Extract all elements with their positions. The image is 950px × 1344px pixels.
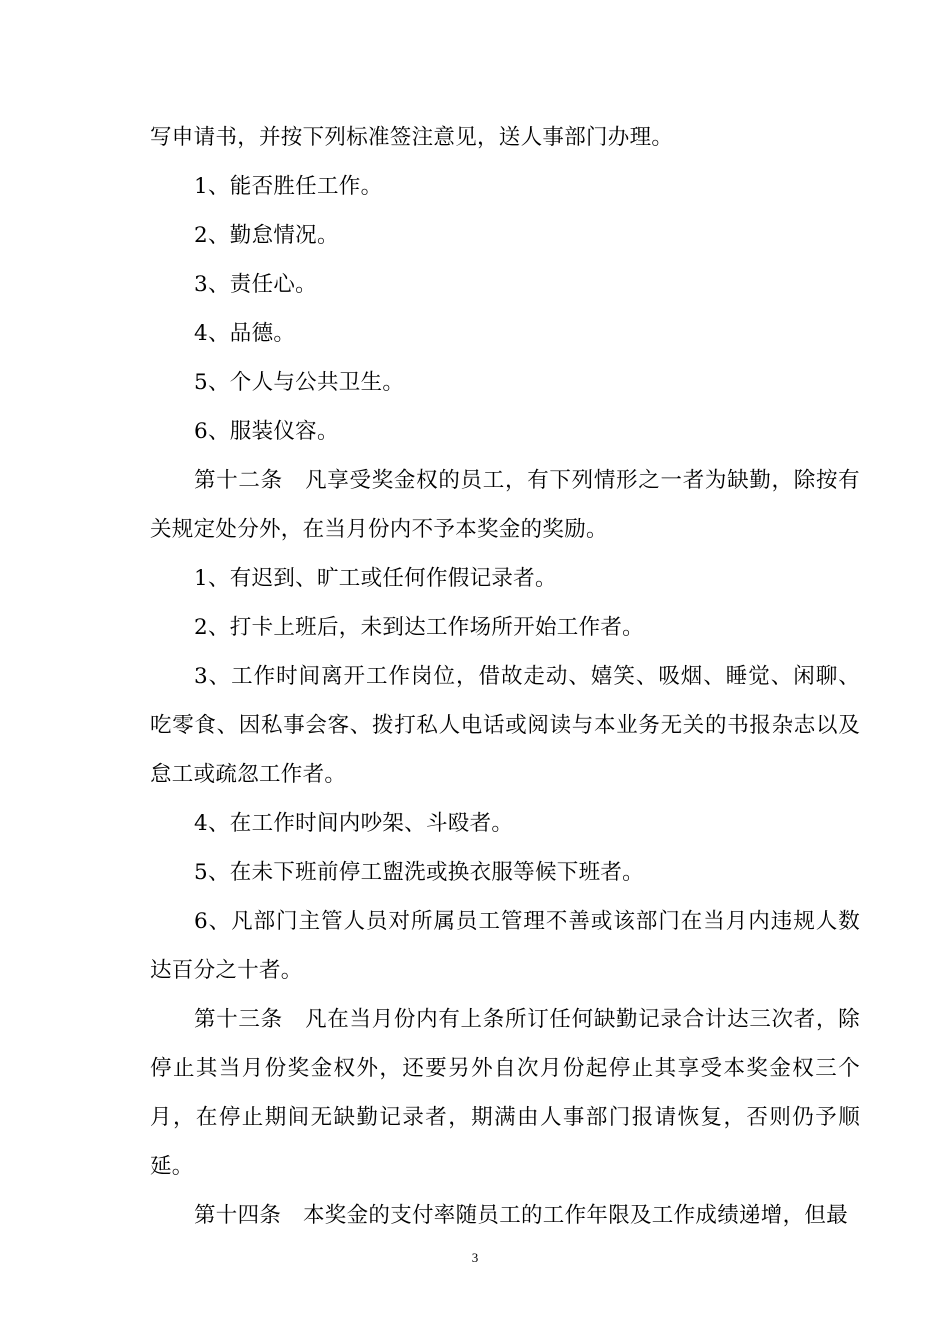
body-text (150, 113, 860, 1240)
paragraph: 4、在工作时间内吵架、斗殴者。 (194, 811, 514, 836)
paragraph: 2、打卡上班后，未到达工作场所开始工作者。 (194, 615, 644, 640)
paragraph: 3、工作时间离开工作岗位，借故走动、嬉笑、吸烟、睡觉、闲聊、吃零食、因私事会客、拨打私人电话或阅读与本业务无关的书报杂志以及怠工或疏忽工作者。 (150, 664, 860, 787)
paragraph: 写申请书，并按下列标准签注意见，送人事部门办理。 (150, 125, 674, 150)
article-12: 第十二条 凡享受奖金权的员工，有下列情形之一者为缺勤，除按有关规定处分外，在当月份内不予本奖金的奖励。 (150, 468, 860, 542)
paragraph: 1、有迟到、旷工或任何作假记录者。 (194, 566, 557, 591)
paragraph: 4、品德。 (194, 321, 296, 346)
paragraph: 5、在未下班前停工盥洗或换衣服等候下班者。 (194, 860, 644, 885)
article-14: 第十四条 本奖金的支付率随员工的工作年限及工作成绩递增，但最 (194, 1203, 849, 1228)
paragraph: 6、凡部门主管人员对所属员工管理不善或该部门在当月内违规人数达百分之十者。 (150, 909, 860, 983)
paragraph: 2、勤怠情况。 (194, 223, 339, 248)
paragraph: 3、责任心。 (194, 272, 317, 297)
paragraph: 1、能否胜任工作。 (194, 174, 383, 199)
paragraph: 6、服装仪容。 (194, 419, 339, 444)
paragraph: 5、个人与公共卫生。 (194, 370, 405, 395)
page-number: 3 (471, 1250, 479, 1265)
article-13: 第十三条 凡在当月份内有上条所订任何缺勤记录合计达三次者，除停止其当月份奖金权外，还要另外自次月份起停止其享受本奖金权三个月，在停止期间无缺勤记录者，期满由人事部门报请恢复，否则仍予顺延。 (150, 1007, 860, 1179)
